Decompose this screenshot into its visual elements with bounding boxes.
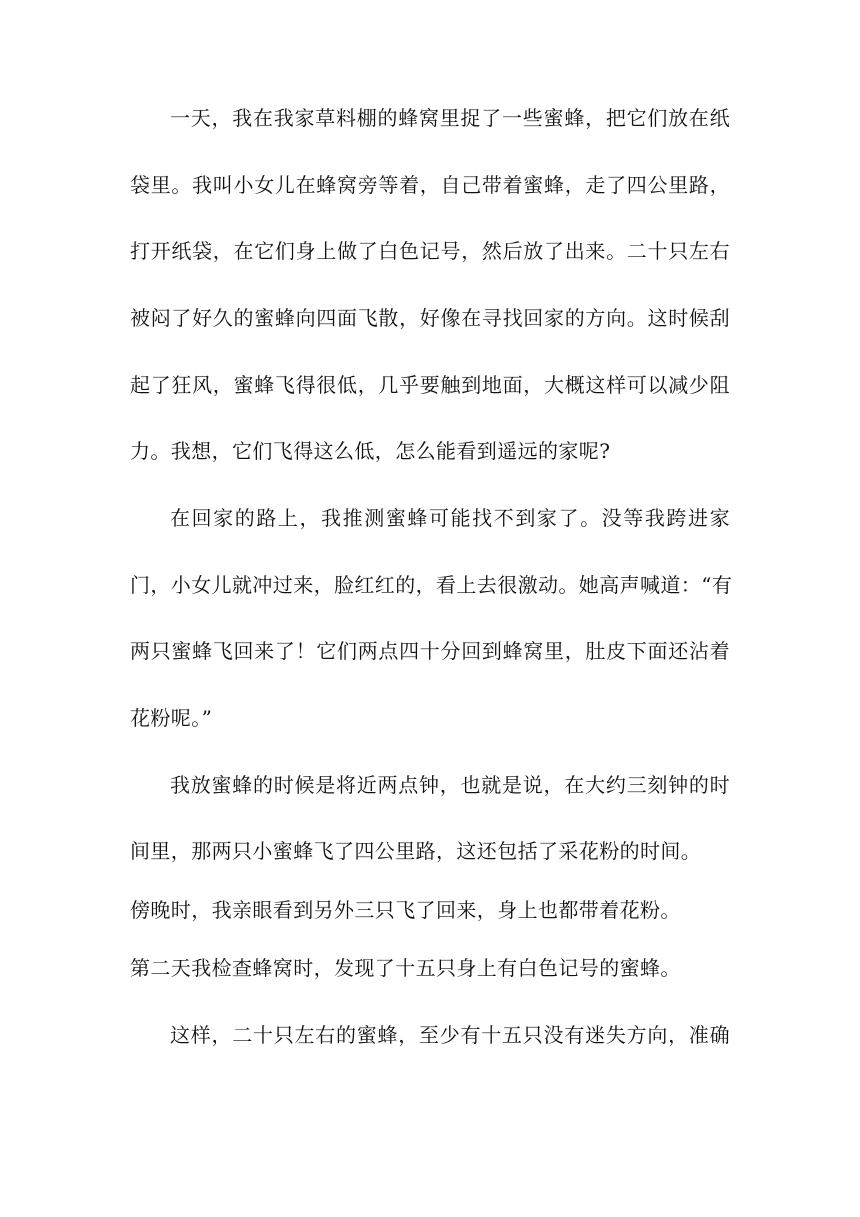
- text-line-4: 被闷了好久的蜜蜂向四面飞散，好像在寻找回家的方向。这时候刮: [130, 306, 730, 330]
- text-line-5: 起了狂风，蜜蜂飞得很低，几乎要触到地面，大概这样可以减少阻: [130, 373, 730, 397]
- text-line-14: 第二天我检查蜂窝时，发现了十五只身上有白色记号的蜜蜂。: [130, 956, 681, 980]
- text-line-10: 花粉呢。”: [130, 706, 213, 730]
- text-line-9: 两只蜜蜂飞回来了！它们两点四十分回到蜂窝里，肚皮下面还沾着: [130, 639, 730, 663]
- text-line-2: 袋里。我叫小女儿在蜂窝旁等着，自己带着蜜蜂，走了四公里路，: [130, 173, 730, 197]
- text-line-7: 在回家的路上，我推测蜜蜂可能找不到家了。没等我跨进家: [170, 506, 730, 530]
- text-line-1: 一天，我在我家草料棚的蜂窝里捉了一些蜜蜂，把它们放在纸: [170, 106, 730, 130]
- text-line-12: 间里，那两只小蜜蜂飞了四公里路，这还包括了采花粉的时间。: [130, 839, 702, 863]
- text-line-11: 我放蜜蜂的时候是将近两点钟，也就是说，在大约三刻钟的时: [170, 773, 730, 797]
- text-line-6: 力。我想，它们飞得这么低，怎么能看到遥远的家呢?: [130, 439, 611, 463]
- text-line-13: 傍晚时，我亲眼看到另外三只飞了回来，身上也都带着花粉。: [130, 898, 681, 922]
- text-line-15: 这样，二十只左右的蜜蜂，至少有十五只没有迷失方向，准确: [170, 1023, 730, 1047]
- text-line-8: 门，小女儿就冲过来，脸红红的，看上去很激动。她高声喊道：“有: [130, 573, 733, 597]
- text-line-3: 打开纸袋，在它们身上做了白色记号，然后放了出来。二十只左右: [130, 239, 730, 263]
